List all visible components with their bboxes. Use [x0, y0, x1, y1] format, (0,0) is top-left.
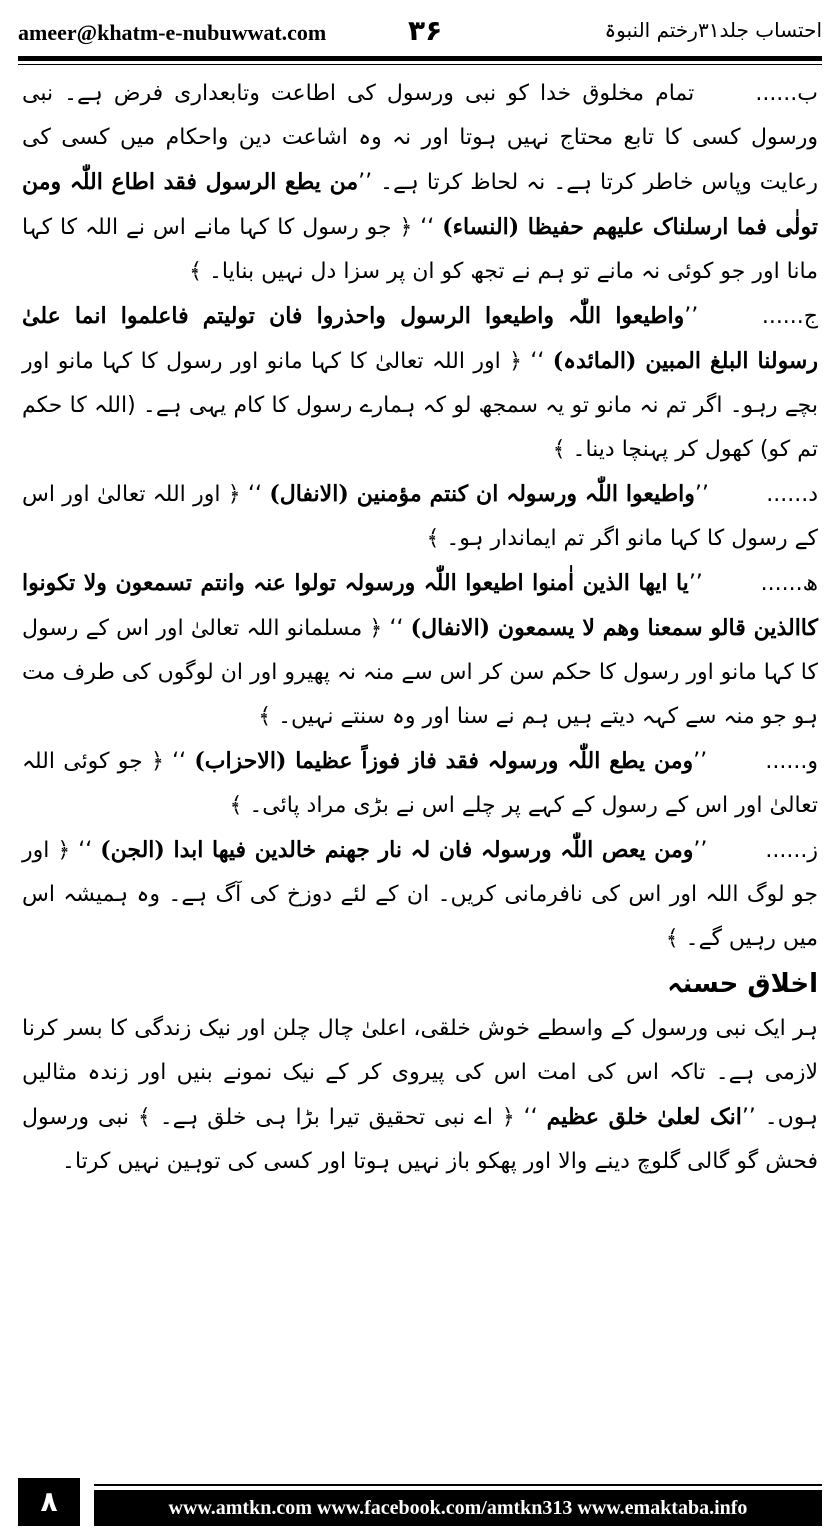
urdu-translation: ‘‘ ﴿ اور اللہ تعالیٰ اور اس کے رسول کا کہا مانو اگر تم ایماندار ہو۔ ﴾	[22, 482, 818, 551]
footer-links: www.amtkn.com www.facebook.com/amtkn313 www.emaktaba.info	[94, 1490, 822, 1526]
page-header	[18, 14, 822, 48]
urdu-translation: ‘‘ ﴿ اور جو لوگ اللہ اور اس کی نافرمانی کریں۔ ان کے لئے دوزخ کی آگ ہے۔ وہ ہمیشہ اس میں رہیں گے۔ ﴾	[22, 838, 818, 951]
footer-rule	[94, 1484, 822, 1486]
section-h	[22, 561, 818, 739]
section-label: ب......	[755, 81, 818, 106]
section-label: ز......	[765, 838, 819, 863]
quran-verse: انک لعلیٰ خلق عظیم	[546, 1104, 742, 1130]
section-label: د......	[766, 482, 818, 507]
header-email: ameer@khatm-e-nubuwwat.com	[18, 20, 327, 45]
section-z	[22, 828, 818, 961]
quran-verse: یا ایھا الذین اٰمنوا اطیعوا اللّٰہ ورسولہ تولوا عنہ وانتم تسمعون ولا تکونوا کاالذین قالو سمعنا وھم لا یسمعون (الانفال)	[22, 570, 818, 641]
quran-verse: واطیعوا اللّٰہ واطیعوا الرسول واحذروا فان تولیتم فاعلموا انما علیٰ رسولنا البلغ المبین (المائدہ)	[22, 303, 818, 374]
urdu-translation: ‘‘ ﴿ اور اللہ تعالیٰ کا کہا مانو اور رسول کا کہا مانو اور بچے رہو۔ اگر تم نہ مانو تو یہ سمجھ لو کہ ہمارے رسول کا کام یہی ہے۔ (اللہ کا حکم تم کو) کھول کر پہنچا دینا۔ ﴾	[22, 349, 818, 462]
header-rule-thick	[18, 56, 822, 61]
urdu-translation: ‘‘ ﴿ جو رسول کا کہا مانے اس نے اللہ کا کہا مانا اور جو کوئی نہ مانے تو ہم نے تجھ کو ان پر سزا دل نہیں بنایا۔ ﴾	[22, 215, 818, 284]
header-rule-thin	[18, 64, 822, 65]
page-footer	[18, 1478, 822, 1526]
book-title: احتساب جلد۳۱رختم النبوۃ	[604, 18, 822, 42]
quote-open: ’’	[693, 838, 708, 863]
section-label: و......	[765, 749, 818, 774]
final-paragraph	[22, 1007, 818, 1184]
section-j	[22, 294, 818, 472]
quran-verse: من یطع الرسول فقد اطاع اللّٰہ ومن تولٰی فما ارسلناک علیھم حفیظا (النساء)	[22, 169, 818, 240]
quote-open: ’’	[694, 482, 709, 507]
footer-number: ۸	[18, 1478, 80, 1526]
quote-open: ’’	[693, 749, 708, 774]
section-heading: اخلاق حسنہ	[667, 969, 818, 999]
section-label: ج......	[761, 304, 818, 329]
section-b	[22, 72, 818, 294]
quran-verse: ومن یطع اللّٰہ ورسولہ فقد فاز فوزاً عظیما (الاحزاب)	[194, 748, 694, 774]
page-content	[22, 72, 818, 1184]
quran-verse: واطیعوا اللّٰہ ورسولہ ان کنتم مؤمنین (الانفال)	[269, 481, 695, 507]
urdu-text: تمام مخلوق خدا کو نبی ورسول کی اطاعت وتابعداری فرض ہے۔ نبی ورسول کسی کا تابع محتاج نہیں ہوتا اور نہ وہ اشاعت دین واحکام میں کسی کی رعایت وپاس خاطر کرتا ہے۔ نہ لحاظ کرتا ہے۔ ’’	[22, 81, 818, 195]
urdu-translation: ‘‘ ﴿ اے نبی تحقیق تیرا بڑا ہی خلق ہے۔ ﴾ نبی ورسول فحش گو گالی گلوچ دینے والا اور پھکو باز نہیں ہوتا اور کسی کی توہین نہیں کرتا۔	[22, 1105, 818, 1174]
urdu-translation: ‘‘ ﴿ مسلمانو اللہ تعالیٰ اور اس کے رسول کا کہا مانو اور رسول کا حکم سن کر اس سے منہ نہ پھیرو اور ان لوگوں کی طرف مت ہو جو منہ سے کہہ دیتے ہیں ہم نے سنا اور وہ سنتے نہیں۔ ﴾	[22, 616, 818, 729]
quote-open: ’’	[684, 304, 699, 329]
section-d	[22, 472, 818, 561]
quran-verse: ومن یعص اللّٰہ ورسولہ فان لہ نار جھنم خالدین فیھا ابدا (الجن)	[100, 837, 694, 863]
urdu-translation: ‘‘ ﴿ جو کوئی اللہ تعالیٰ اور اس کے رسول کے کہے پر چلے اس نے بڑی مراد پائی۔ ﴾	[22, 749, 818, 818]
urdu-text: ہر ایک نبی ورسول کے واسطے خوش خلقی، اعلیٰ چال چلن اور نیک زندگی کا بسر کرنا لازمی ہے۔ تاکہ اس کی امت اس کی پیروی کر کے نیک نمونے بنیں اور زندہ مثالیں ہوں۔ ’’	[22, 1016, 818, 1130]
section-w	[22, 739, 818, 828]
section-label: ھ......	[760, 571, 818, 596]
page-number: ۳۶	[408, 14, 443, 47]
quote-open: ’’	[688, 571, 703, 596]
